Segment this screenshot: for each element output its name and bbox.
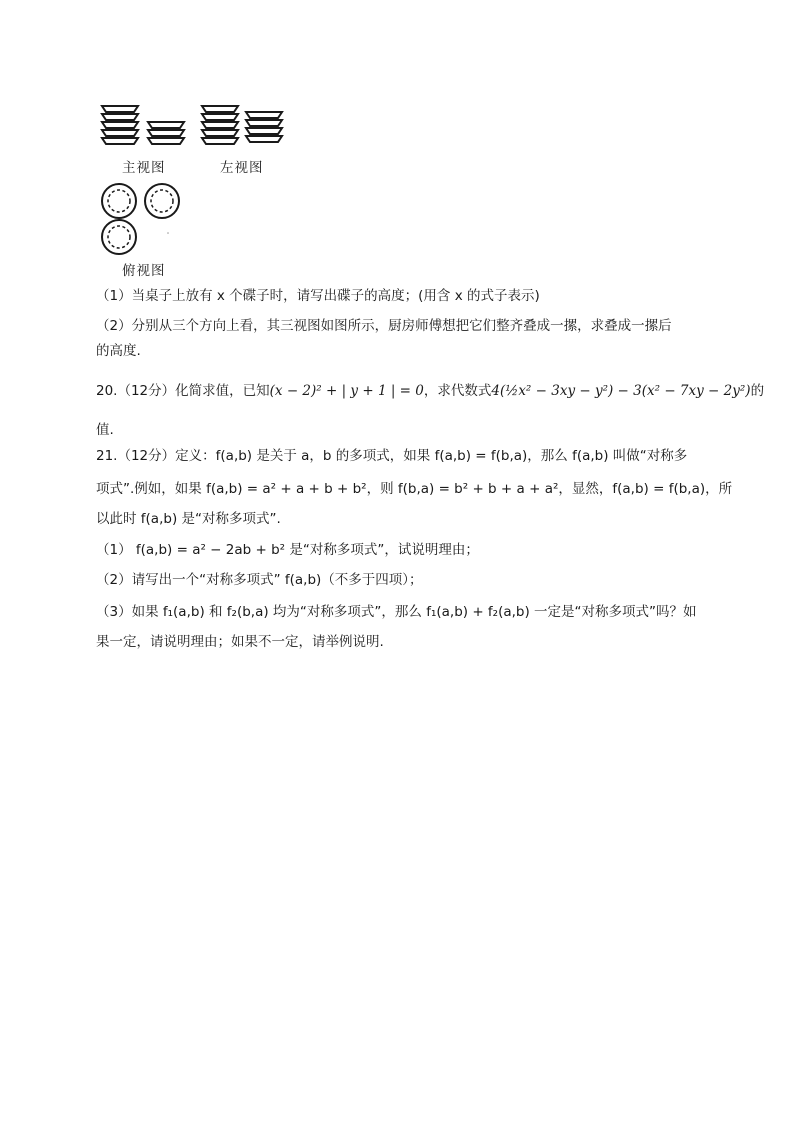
q20-suffix: 的 [750,383,765,399]
q20-statement [96,381,764,401]
q21-line2: 项式”.例如，如果 f(a,b) = a² + a + b + b²，则 f(b,a) = b² + b + a + a²，显然，f(a,b) = f(b,a)，所 [96,481,733,497]
q21-line1: 21.（12分）定义：f(a,b) 是关于 a，b 的多项式，如果 f(a,b) = f(b,a)，那么 f(a,b) 叫做“对称多 [96,448,688,464]
top-view-label: 俯视图 [122,263,166,279]
q19-part2-line1: （2）分别从三个方向上看，其三视图如图所示，厨房师傅想把它们整齐叠成一摞，求叠成一摞后 [96,318,672,334]
q21-part2: （2）请写出一个“对称多项式” f(a,b)（不多于四项）； [96,572,423,588]
q20-expression: 4(½x² − 3xy − y²) − 3(x² − 7xy − 2y²) [491,383,751,399]
front-view-plates [98,100,190,150]
q21-part3-line2: 果一定，请说明理由；如果不一定，请举例说明. [96,634,384,650]
q21-part3-line1: （3）如果 f₁(a,b) 和 f₂(b,a) 均为“对称多项式”，那么 f₁(a,b) + f₂(a,b) 一定是“对称多项式”吗？如 [96,604,697,620]
front-view-figure [98,100,190,150]
left-view-figure [198,100,290,150]
q20-prefix: 20.（12分）化简求值，已知 [96,383,270,399]
q19-part2-line2: 的高度. [96,343,141,359]
q20-tail: 值. [96,422,114,438]
q20-mid: ，求代数式 [423,383,492,399]
top-view-plates [98,180,188,258]
q21-line3: 以此时 f(a,b) 是“对称多项式”. [96,511,281,527]
front-view-label: 主视图 [122,160,166,176]
top-view-figure [98,180,188,258]
q19-part1: （1）当桌子上放有 x 个碟子时，请写出碟子的高度；(用含 x 的式子表示) [96,288,540,304]
q20-condition: (x − 2)² + | y + 1 | = 0 [269,383,424,399]
q21-part1: （1） f(a,b) = a² − 2ab + b² 是“对称多项式”，试说明理由； [96,542,479,558]
left-view-plates [198,100,290,150]
left-view-label: 左视图 [220,160,264,176]
